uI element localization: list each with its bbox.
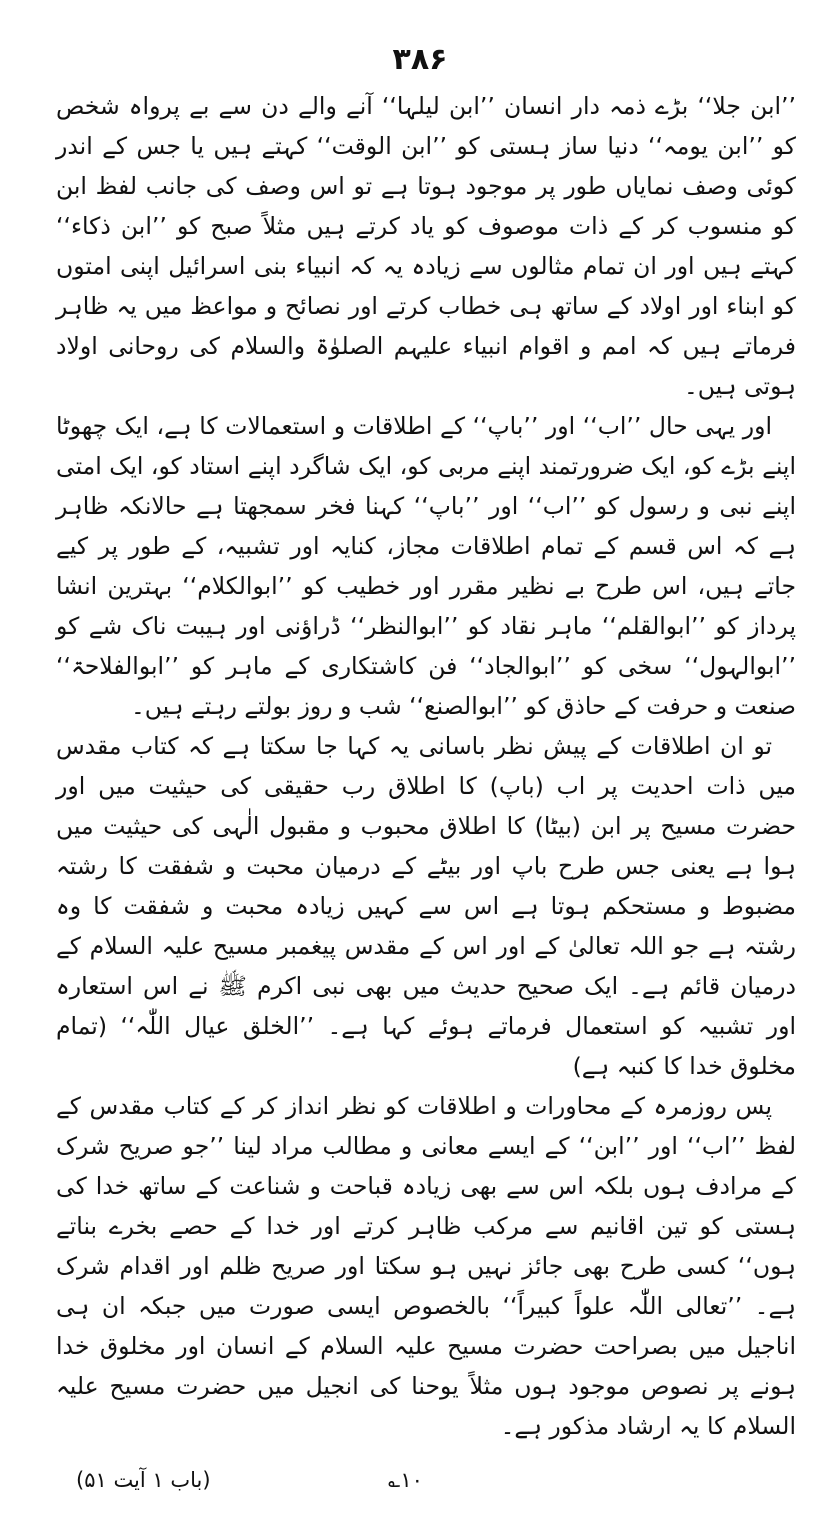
paragraph-2: اور یہی حال ’’اب‘‘ اور ’’باپ‘‘ کے اطلاقات و استعمالات کا ہے، ایک چھوٹا اپنے بڑے کو، ایک ضرورتمند اپنے مربی کو، ایک شاگرد اپنے استاد کو، ایک امتی اپنے نبی و رسول کو ’’اب‘‘ اور ’’باپ‘‘ کہنا فخر سمجھتا ہے حالانکہ ظاہر ہے کہ اس قسم کے تمام اطلاقات مجاز، کنایہ اور تشبیہ، کے طور پر کیے جاتے ہیں، اس طرح بے نظیر مقرر اور خطیب کو ’’ابوالکلام‘‘ بہترین انشا پرداز کو ’’ابوالقلم‘‘ ماہر نقاد کو ’’ابوالنظر‘‘ ڈراؤنی اور ہیبت ناک شے کو ’’ابوالہول‘‘ سخی کو ’’ابوالجاد‘‘ فن کاشتکاری کے ماہر کو ’’ابوالفلاحۃ‘‘ صنعت و حرفت کے حاذق کو ’’ابوالصنع‘‘ شب و روز بولتے رہتے ہیں۔ (56, 412, 796, 720)
footer-reference: (باب ۱ آیت ۵۱) (76, 1468, 211, 1492)
page-footer (56, 1468, 796, 1508)
paragraph-1: ’’ابن جلا‘‘ بڑے ذمہ دار انسان ’’ابن لیلہا‘‘ آنے والے دن سے بے پرواہ شخص کو ’’ابن یومہ‘‘ دنیا ساز ہستی کو ’’ابن الوقت‘‘ کہتے ہیں یا جس کے اندر کوئی وصف نمایاں طور پر موجود ہوتا ہے تو اس وصف کی جانب لفظ ابن کو منسوب کر کے ذات موصوف کو یاد کرتے ہیں مثلاً صبح کو ’’ابن ذکاء‘‘ کہتے ہیں اور ان تمام مثالوں سے زیادہ یہ کہ انبیاء بنی اسرائیل اپنی امتوں کو ابناء اور اولاد کے ساتھ ہی خطاب کرتے اور نصائح و مواعظ میں یہ ظاہر فرماتے ہیں کہ امم و اقوام انبیاء علیہم الصلوٰۃ والسلام کی روحانی اولاد ہوتی ہیں۔ (56, 92, 796, 400)
paragraph-4: پس روزمرہ کے محاورات و اطلاقات کو نظر انداز کر کے کتاب مقدس کے لفظ ’’اب‘‘ اور ’’ابن‘‘ کے ایسے معانی و مطالب مراد لینا ’’جو صریح شرک کے مرادف ہوں بلکہ اس سے بھی زیادہ قباحت و شناعت کے ساتھ خدا کی ہستی کو تین اقانیم سے مرکب ظاہر کرتے اور خدا کے حصے بخرے بناتے ہوں‘‘ کسی طرح بھی جائز نہیں ہو سکتا اور صریح ظلم اور اقدام شرک ہے۔ ’’تعالی اللّٰہ علواً کبیراً‘‘ بالخصوص ایسی صورت میں جبکہ ان ہی اناجیل میں بصراحت حضرت مسیح علیہ السلام کے انسان اور مخلوق خدا ہونے پر نصوص موجود ہوں مثلاً یوحنا کی انجیل میں حضرت مسیح علیہ السلام کا یہ ارشاد مذکور ہے۔ (56, 1092, 796, 1440)
page-number: ۳۸۶ (392, 42, 448, 77)
body-text (56, 86, 796, 1446)
paragraph-3: تو ان اطلاقات کے پیش نظر باسانی یہ کہا جا سکتا ہے کہ کتاب مقدس میں ذات احدیت پر اب (باپ) کا اطلاق رب حقیقی کی حیثیت میں اور حضرت مسیح پر ابن (بیٹا) کا اطلاق محبوب و مقبول الٰہی کی حیثیت میں ہوا ہے یعنی جس طرح باپ اور بیٹے کے درمیان محبت و شفقت کا رشتہ مضبوط و مستحکم ہوتا ہے اس سے کہیں زیادہ محبت و شفقت کا وہ رشتہ ہے جو اللہ تعالیٰ کے اور اس کے مقدس پیغمبر مسیح علیہ السلام کے درمیان قائم ہے۔ ایک صحیح حدیث میں بھی نبی اکرم ﷺ نے اس استعارہ اور تشبیہ کو استعمال فرماتے ہوئے کہا ہے۔ ’’الخلق عیال اللّٰہ‘‘ (تمام مخلوق خدا کا کنبہ ہے) (56, 732, 796, 1080)
footnote-marker: ۱۰؎ (388, 1468, 423, 1492)
